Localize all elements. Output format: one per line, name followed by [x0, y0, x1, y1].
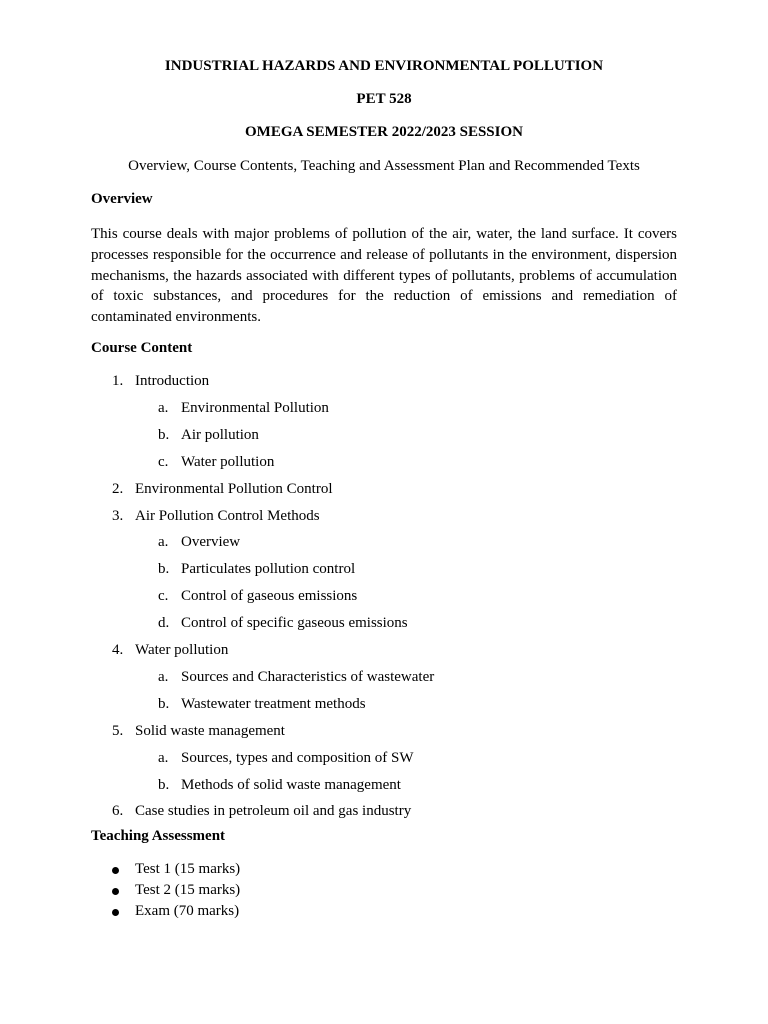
course-subitem-letter: a. [158, 668, 169, 685]
session-title: OMEGA SEMESTER 2022/2023 SESSION [245, 124, 523, 140]
teaching-assessment-heading: Teaching Assessment [91, 828, 226, 844]
course-subitem-label: Overview [181, 534, 241, 551]
course-content-heading: Course Content [91, 340, 193, 356]
assessment-item: Exam (70 marks) [135, 903, 240, 919]
course-subitem-label: Water pollution [181, 453, 275, 470]
overview-heading: Overview [91, 191, 153, 207]
course-item-label: Water pollution [135, 642, 229, 658]
course-item-number: 2. [112, 480, 124, 497]
course-subitem-label: Sources, types and composition of SW [181, 749, 414, 766]
course-subitem-letter: b. [158, 695, 170, 712]
course-item-label: Introduction [135, 373, 210, 389]
course-subitem-label: Methods of solid waste management [181, 776, 401, 793]
assessment-item: Test 2 (15 marks) [135, 882, 241, 898]
course-item-label: Case studies in petroleum oil and gas industry [135, 803, 412, 820]
course-subitem-label: Sources and Characteristics of wastewater [181, 668, 435, 685]
course-item-number: 5. [112, 722, 124, 739]
course-subitem-letter: b. [158, 561, 170, 578]
course-subitem-letter: a. [158, 749, 169, 766]
assessment-item: Test 1 (15 marks) [135, 861, 241, 877]
course-subitem-letter: a. [158, 534, 169, 551]
course-item-label: Solid waste management [135, 722, 285, 739]
course-subitem-label: Environmental Pollution [181, 399, 329, 416]
course-subitem-label: Wastewater treatment methods [181, 695, 366, 712]
course-subitem-label: Control of specific gaseous emissions [181, 615, 408, 632]
course-item-number: 6. [112, 803, 124, 820]
course-subitem-letter: b. [158, 426, 170, 443]
course-subitem-label: Particulates pollution control [181, 561, 356, 578]
course-subitem-label: Control of gaseous emissions [181, 588, 358, 605]
document-subtitle: Overview, Course Contents, Teaching and Assessment Plan and Recommended Texts [128, 158, 640, 174]
course-item-number: 1. [112, 373, 124, 389]
course-subitem-letter: d. [158, 615, 170, 632]
course-subitem-label: Air pollution [181, 426, 259, 443]
course-code: PET 528 [356, 91, 412, 107]
course-subitem-letter: b. [158, 776, 170, 793]
bullet-icon [112, 909, 119, 916]
course-subitem-letter: c. [158, 588, 169, 605]
course-subitem-letter: a. [158, 399, 169, 416]
course-item-number: 4. [112, 642, 124, 658]
course-item-label: Air Pollution Control Methods [135, 507, 320, 524]
course-subitem-letter: c. [158, 453, 169, 470]
overview-paragraph: This course deals with major problems of pollution of the air, water, the land surface. It covers processes responsible for the occurrence and release of pollutants in the environment, dispersion mechanisms, the hazards associated with different types of pollutants, problems of accumulation of toxic substances, and procedures for the reduction of emissions and remediation of contaminated environments. [91, 226, 677, 326]
course-item-label: Environmental Pollution Control [135, 480, 333, 497]
bullet-icon [112, 888, 119, 895]
document-title: INDUSTRIAL HAZARDS AND ENVIRONMENTAL POLLUTION [164, 58, 604, 74]
bullet-icon [112, 867, 119, 874]
course-item-number: 3. [112, 507, 124, 524]
